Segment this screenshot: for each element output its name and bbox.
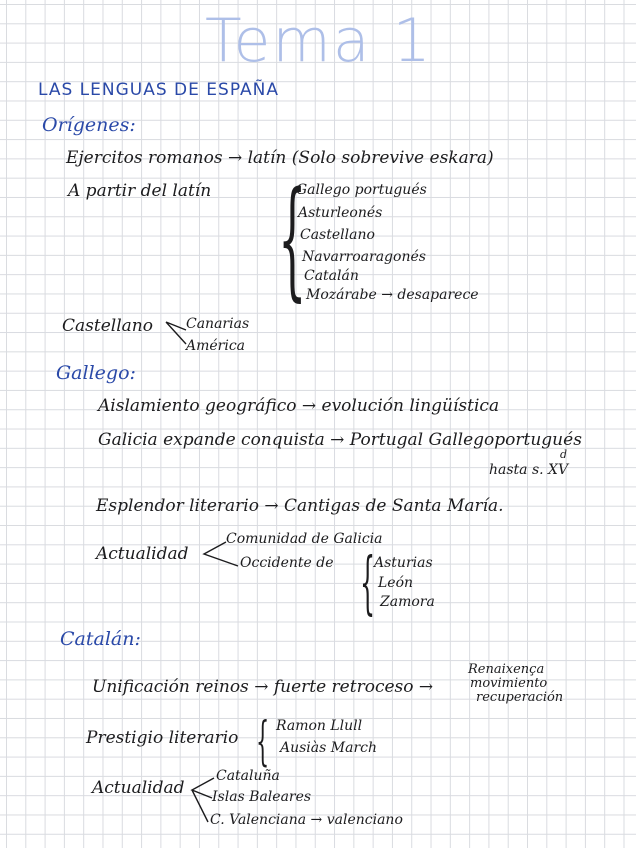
renaixenca-item: recuperación [476,690,564,705]
gallego-heading: Gallego: [56,362,136,384]
latin-item: Navarroaragonés [302,249,426,265]
origenes-heading: Orígenes: [42,114,136,136]
castellano-branch [166,322,186,344]
gallego-line-2: Galicia expande conquista → Portugal Gallegoportugués [98,430,582,450]
prestigio-item: Ausiàs March [280,740,378,756]
renaixenca-item: movimiento [470,676,548,691]
catalan-line-1: Unificación reinos → fuerte retroceso → [92,677,434,697]
latin-item: Asturleonés [298,205,383,221]
catalan-actualidad-item: Cataluña [216,768,280,784]
prestigio-label: Prestigio literario [86,728,239,748]
occidente-item: León [378,575,414,591]
castellano-item: América [186,338,246,354]
catalan-heading: Catalán: [60,628,141,650]
gallego-actualidad-item: Comunidad de Galicia [226,531,383,547]
origenes-line-1: Ejercitos romanos → latín (Solo sobrevive eskara) [66,148,494,168]
castellano-label: Castellano [62,316,153,336]
prestigio-brace: { [256,712,270,772]
gallego-actualidad-item: Occidente de [240,555,334,571]
gallego-actualidad-label: Actualidad [96,544,189,564]
latin-item: Gallego portugués [296,182,427,198]
catalan-actualidad-label: Actualidad [92,778,185,798]
latin-brace: { [278,165,307,314]
prestigio-item: Ramon Llull [276,718,363,734]
occidente-item: Zamora [380,594,435,610]
occidente-brace: { [360,544,376,623]
catalan-actualidad-item: Islas Baleares [212,789,312,805]
castellano-item: Canarias [186,316,250,332]
main-heading: LAS LENGUAS DE ESPAÑA [38,80,279,100]
gallego-line-3: hasta s. XV [489,462,569,478]
gallego-line-3-sup: d [560,448,568,461]
page-title: Tema 1 [205,6,433,76]
latin-item: Mozárabe → desaparece [306,287,479,303]
catalan-actualidad-item: C. Valenciana → valenciano [210,812,403,828]
gallego-line-4: Esplendor literario → Cantigas de Santa María. [96,496,504,516]
latin-item: Catalán [304,268,359,284]
gallego-line-1: Aislamiento geográfico → evolución lingüística [98,396,500,416]
latin-label: A partir del latín [68,181,212,201]
latin-item: Castellano [300,227,375,243]
renaixenca-item: Renaixença [468,662,545,677]
occidente-item: Asturias [374,555,433,571]
